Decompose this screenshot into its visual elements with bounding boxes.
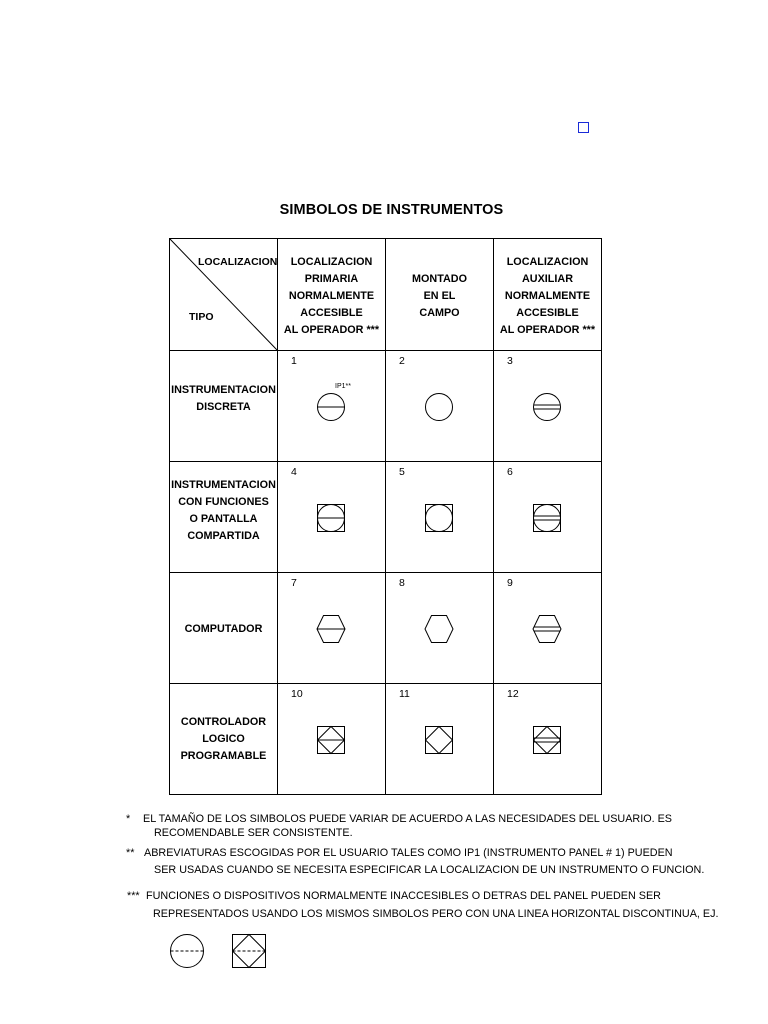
symbol-number: 10 bbox=[291, 688, 303, 700]
circle-double-line-icon bbox=[531, 391, 563, 423]
symbol-cell bbox=[386, 351, 494, 462]
column-header-line: ACCESIBLE bbox=[300, 307, 363, 319]
symbol-number: 7 bbox=[291, 577, 297, 589]
circle-line-icon bbox=[315, 391, 347, 423]
symbol-number: 1 bbox=[291, 355, 297, 367]
row-label-line: INSTRUMENTACION bbox=[171, 384, 276, 396]
table-row bbox=[170, 462, 602, 573]
square-diamond-dashed-line-icon bbox=[230, 932, 268, 970]
page-title: SIMBOLOS DE INSTRUMENTOS bbox=[279, 202, 504, 218]
column-header-line: AUXILIAR bbox=[522, 273, 573, 285]
symbol-cell bbox=[494, 462, 602, 573]
symbol-number: 8 bbox=[399, 577, 405, 589]
column-header-line: LOCALIZACION bbox=[506, 256, 589, 268]
hexagon-double-line-icon bbox=[531, 613, 563, 645]
corner-header-cell bbox=[170, 239, 278, 351]
row-label-line: COMPUTADOR bbox=[184, 623, 263, 635]
column-header-line: AL OPERADOR *** bbox=[283, 324, 380, 336]
row-label-programable bbox=[170, 684, 278, 795]
square-diamond-icon bbox=[423, 724, 455, 756]
table-row bbox=[170, 573, 602, 684]
symbol-cell bbox=[278, 684, 386, 795]
symbol-number: 3 bbox=[507, 355, 513, 367]
footnote-line: FUNCIONES O DISPOSITIVOS NORMALMENTE INACCESIBLES O DETRAS DEL PANEL PUEDEN SER bbox=[146, 890, 661, 902]
column-header-field bbox=[386, 239, 494, 351]
row-label-line: CONTROLADOR bbox=[180, 716, 267, 728]
row-label-line: O PANTALLA bbox=[189, 513, 258, 525]
symbol-number: 4 bbox=[291, 466, 297, 478]
footnote-line: ABREVIATURAS ESCOGIDAS POR EL USUARIO TALES COMO IP1 (INSTRUMENTO PANEL # 1) PUEDEN bbox=[144, 847, 673, 859]
circle-icon bbox=[423, 391, 455, 423]
symbol-number: 6 bbox=[507, 466, 513, 478]
column-header-line: PRIMARIA bbox=[304, 273, 359, 285]
column-header-line: NORMALMENTE bbox=[504, 290, 591, 302]
footnote-line: EL TAMAÑO DE LOS SIMBOLOS PUEDE VARIAR DE ACUERDO A LAS NECESIDADES DEL USUARIO. ES bbox=[143, 813, 672, 825]
square-circle-icon bbox=[423, 502, 455, 534]
symbol-cell bbox=[386, 573, 494, 684]
column-header-line: ACCESIBLE bbox=[516, 307, 579, 319]
hexagon-icon bbox=[423, 613, 455, 645]
table-row bbox=[170, 684, 602, 795]
symbol-number: 12 bbox=[507, 688, 519, 700]
row-label-line: INSTRUMENTACION bbox=[171, 479, 276, 491]
footnote-marker: *** bbox=[127, 890, 140, 902]
column-header-line: EN EL bbox=[423, 290, 456, 302]
checkbox-square-icon bbox=[578, 122, 589, 133]
footnote-line: RECOMENDABLE SER CONSISTENTE. bbox=[154, 827, 353, 839]
symbol-number: 5 bbox=[399, 466, 405, 478]
row-label-line: PROGRAMABLE bbox=[180, 750, 267, 762]
row-label-line: DISCRETA bbox=[196, 401, 251, 413]
column-header-line: NORMALMENTE bbox=[288, 290, 375, 302]
symbol-number: 11 bbox=[399, 688, 410, 700]
symbol-number: 9 bbox=[507, 577, 513, 589]
footnote-marker: * bbox=[126, 813, 131, 825]
instrument-symbols-table bbox=[169, 238, 602, 795]
column-header-auxiliary bbox=[494, 239, 602, 351]
header-row bbox=[170, 239, 602, 351]
corner-localizacion-label: LOCALIZACION bbox=[198, 256, 278, 268]
row-label-compartida bbox=[170, 462, 278, 573]
row-label-discreta bbox=[170, 351, 278, 462]
footnote-marker: ** bbox=[126, 847, 135, 859]
symbol-number: 2 bbox=[399, 355, 405, 367]
column-header-line: AL OPERADOR *** bbox=[499, 324, 596, 336]
row-label-computador bbox=[170, 573, 278, 684]
row-label-line: CON FUNCIONES bbox=[178, 496, 269, 508]
column-header-line: MONTADO bbox=[412, 273, 467, 285]
row-label-line: COMPARTIDA bbox=[187, 530, 260, 542]
symbol-cell bbox=[494, 351, 602, 462]
square-diamond-line-icon bbox=[315, 724, 347, 756]
symbol-cell bbox=[494, 573, 602, 684]
symbol-cell bbox=[386, 684, 494, 795]
symbol-cell bbox=[278, 351, 386, 462]
column-header-primary bbox=[278, 239, 386, 351]
square-circle-double-line-icon bbox=[531, 502, 563, 534]
footnote-line: REPRESENTADOS USANDO LOS MISMOS SIMBOLOS PERO CON UNA LINEA HORIZONTAL DISCONTINUA, EJ. bbox=[153, 908, 719, 920]
symbol-cell bbox=[278, 573, 386, 684]
footnote-line: SER USADAS CUANDO SE NECESITA ESPECIFICAR LA LOCALIZACION DE UN INSTRUMENTO O FUNCION. bbox=[154, 864, 705, 876]
square-circle-line-icon bbox=[315, 502, 347, 534]
symbol-cell bbox=[386, 462, 494, 573]
hexagon-line-icon bbox=[315, 613, 347, 645]
ip1-tag: IP1** bbox=[335, 383, 351, 390]
square-diamond-double-line-icon bbox=[531, 724, 563, 756]
table-row bbox=[170, 351, 602, 462]
row-label-line: LOGICO bbox=[202, 733, 245, 745]
symbol-cell bbox=[278, 462, 386, 573]
column-header-line: CAMPO bbox=[419, 307, 460, 319]
circle-dashed-line-icon bbox=[168, 932, 206, 970]
corner-tipo-label: TIPO bbox=[189, 311, 214, 323]
column-header-line: LOCALIZACION bbox=[290, 256, 373, 268]
symbol-cell bbox=[494, 684, 602, 795]
